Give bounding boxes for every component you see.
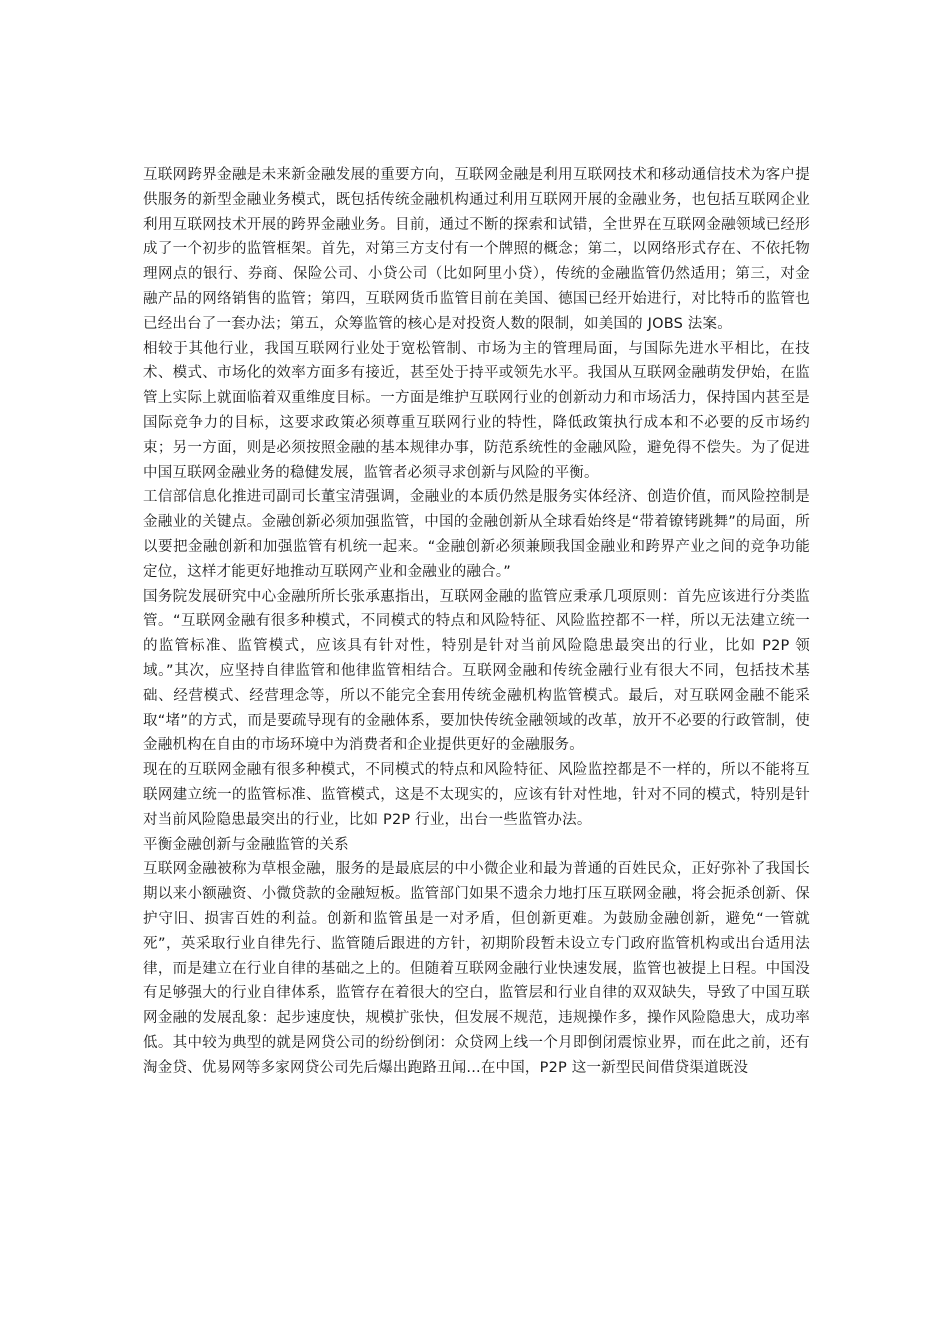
paragraph-internet-finance-overview: 互联网跨界金融是未来新金融发展的重要方向，互联网金融是利用互联网技术和移动通信技术为客户提供服务的新型金融业务模式，既包括传统金融机构通过利用互联网开展的金融业务，也包括互联网企业利用互联网技术开展的跨界金融业务。目前，通过不断的探索和试错，全世界在互联网金融领域已经形成了一个初步的监管框架。首先，对第三方支付有一个牌照的概念；第二，以网络形式存在、不依托物理网点的银行、券商、保险公司、小贷公司（比如阿里小贷），传统的金融监管仍然适用；第三，对金融产品的网络销售的监管；第四，互联网货币监管目前在美国、德国已经开始进行，对比特币的监管也已经出台了一套办法；第五，众筹监管的核心是对投资人数的限制，如美国的 JOBS 法案。	[143, 167, 810, 332]
paragraph-targeted-regulation: 现在的互联网金融有很多种模式，不同模式的特点和风险特征、风险监控都是不一样的，所以不能将互联网建立统一的监管标准、监管模式，这是不太现实的，应该有针对性地，针对不同的模式，特别是针对当前风险隐患最突出的行业，比如 P2P 行业，出台一些监管办法。	[143, 762, 810, 828]
paragraph-zhang-chenghui-principles: 国务院发展研究中心金融所所长张承惠指出，互联网金融的监管应秉承几项原则：首先应该进行分类监管。“互联网金融有很多种模式，不同模式的特点和风险特征、风险监控都不一样，所以无法建立统一的监管标准、监管模式，应该具有针对性，特别是针对当前风险隐患最突出的行业，比如 P2P 领域。”其次，应坚持自律监管和他律监管相结合。互联网金融和传统金融行业有很大不同，包括技术基础、经营模式、经营理念等，所以不能完全套用传统金融机构监管模式。最后，对互联网金融不能采取“堵”的方式，而是要疏导现有的金融体系，要加快传统金融领域的改革，放开不必要的行政管制，使金融机构在自由的市场环境中为消费者和企业提供更好的金融服务。	[143, 588, 810, 754]
paragraph-regulatory-goals: 相较于其他行业，我国互联网行业处于宽松管制、市场为主的管理局面，与国际先进水平相比，在技术、模式、市场化的效率方面多有接近，甚至处于持平或领先水平。我国从互联网金融萌发伊始，在监管上实际上就面临着双重维度目标。一方面是维护互联网行业的创新动力和市场活力，保持国内甚至是国际竞争力的目标，这要求政策必须尊重互联网行业的特性，降低政策执行成本和不必要的反市场约束；另一方面，则是必须按照金融的基本规律办事，防范系统性的金融风险，避免得不偿失。为了促进中国互联网金融业务的稳健发展，监管者必须寻求创新与风险的平衡。	[143, 340, 810, 481]
document-body	[143, 163, 810, 1080]
paragraph-grassroots-finance: 互联网金融被称为草根金融，服务的是最底层的中小微企业和最为普通的百姓民众，正好弥补了我国长期以来小额融资、小微贷款的金融短板。监管部门如果不遗余力地打压互联网金融，将会扼杀创新、保护守旧、损害百姓的利益。创新和监管虽是一对矛盾，但创新更难。为鼓励金融创新，避免“一管就死”，英采取行业自律先行、监管随后跟进的方针，初期阶段暂未设立专门政府监管机构或出台适用法律，而是建立在行业自律的基础之上的。但随着互联网金融行业快速发展，监管也被提上日程。中国没有足够强大的行业自律体系，监管存在着很大的空白，监管层和行业自律的双双缺失，导致了中国互联网金融的发展乱象：起步速度快，规模扩张快，但发展不规范，违规操作多，操作风险隐患大，成功率低。其中较为典型的就是网贷公司的纷纷倒闭：众贷网上线一个月即倒闭震惊业界，而在此之前，还有淘金贷、优易网等多家网贷公司先后爆出跑路丑闻...在中国，P2P 这一新型民间借贷渠道既没	[143, 861, 810, 1076]
section-heading: 平衡金融创新与金融监管的关系	[143, 836, 349, 853]
paragraph-dong-baoqing-quote: 工信部信息化推进司副司长董宝清强调，金融业的本质仍然是服务实体经济、创造价值，而风险控制是金融业的关键点。金融创新必须加强监管，中国的金融创新从全球看始终是“带着镣铐跳舞”的局面，所以要把金融创新和加强监管有机统一起来。“金融创新必须兼顾我国金融业和跨界产业之间的竞争功能定位，这样才能更好地推动互联网产业和金融业的融合。”	[143, 489, 810, 580]
